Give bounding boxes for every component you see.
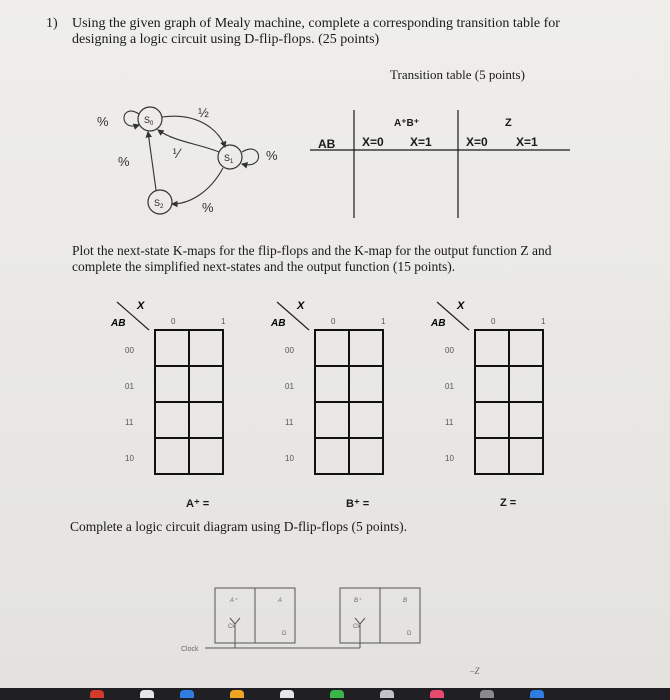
taskbar-app-icon[interactable] <box>530 690 544 698</box>
ff2-d-label: D <box>407 631 412 637</box>
s1-to-s2-edge <box>172 168 223 204</box>
s1-self-loop <box>242 149 259 165</box>
kmap-cell <box>155 438 189 474</box>
taskbar-app-icon[interactable] <box>380 690 394 698</box>
kmap-cell <box>509 402 543 438</box>
kmap-col-label: 1 <box>221 317 226 326</box>
taskbar <box>0 688 670 700</box>
kmap-row-label: 00 <box>445 346 454 355</box>
tt-col-x1-a: X=1 <box>410 135 432 149</box>
svg-text:S1: $S_1$ <box>224 153 234 165</box>
taskbar-app-icon[interactable] <box>280 690 294 698</box>
kmap-row-label: 01 <box>125 382 134 391</box>
kmap-cell <box>475 330 509 366</box>
kmap-col-label: 1 <box>541 317 546 326</box>
kmap-row-label: 01 <box>445 382 454 391</box>
kmap-row-label: 10 <box>445 454 454 463</box>
state-s0 <box>138 107 162 131</box>
mealy-state-graph <box>90 92 300 232</box>
kmap-cell <box>475 366 509 402</box>
kmap-cell <box>349 438 383 474</box>
s1-to-s2-label: % <box>202 200 214 215</box>
kmap-cell <box>189 402 223 438</box>
tt-output-header: Z <box>505 117 512 129</box>
s2-to-s0-edge <box>148 132 156 190</box>
transition-table <box>310 110 570 218</box>
kmap-cell <box>475 402 509 438</box>
kmap-var-x: X <box>457 300 465 312</box>
kmap-row-label: 10 <box>285 454 294 463</box>
question-number: 1) <box>46 16 58 31</box>
kmap-group <box>105 296 565 494</box>
kmap-col-label: 0 <box>491 317 496 326</box>
kmap-col-label: 0 <box>331 317 336 326</box>
taskbar-app-icon[interactable] <box>230 690 244 698</box>
kmap-cell <box>189 366 223 402</box>
kmap-cell <box>315 402 349 438</box>
kmap-cell <box>315 366 349 402</box>
kmap-b <box>270 300 386 474</box>
ff1-ck-label: Ck <box>228 624 236 630</box>
kmap-row-label: 11 <box>445 418 454 427</box>
kmap-var-x: X <box>137 300 145 312</box>
taskbar-app-icon[interactable] <box>430 690 444 698</box>
taskbar-app-icon[interactable] <box>140 690 154 698</box>
taskbar-app-icon[interactable] <box>180 690 194 698</box>
clock-label: Clock <box>181 646 199 653</box>
kmap-row-label: 11 <box>125 418 134 427</box>
kmap-z <box>430 300 546 474</box>
tt-col-x0-a: X=0 <box>362 135 384 149</box>
s0-to-s1-edge <box>162 116 225 147</box>
kmap-cell <box>475 438 509 474</box>
tt-col-x1-z: X=1 <box>516 135 538 149</box>
taskbar-app-icon[interactable] <box>330 690 344 698</box>
s0-self-loop <box>124 111 139 126</box>
kmap-cell <box>155 330 189 366</box>
kmap-cell <box>509 330 543 366</box>
kmap-row-label: 00 <box>125 346 134 355</box>
circuit-diagram <box>170 580 450 675</box>
kmap-row-label: 10 <box>125 454 134 463</box>
state-s2 <box>148 190 172 214</box>
kmap-row-label: 00 <box>285 346 294 355</box>
taskbar-app-icon[interactable] <box>480 690 494 698</box>
kmap-var-ab: AB <box>271 318 286 329</box>
ff2-q-plus-label: B⁺ <box>354 598 362 604</box>
tt-col-x0-z: X=0 <box>466 135 488 149</box>
kmap-instructions-line-1: Plot the next-state K-maps for the flip-flops and the K-map for the output function Z and <box>72 243 552 258</box>
s0-self-label: % <box>97 114 109 129</box>
ff1-d-label: D <box>282 631 287 637</box>
tt-next-state-header: A⁺B⁺ <box>394 118 419 129</box>
s1-to-s0-label: ⅟ <box>172 146 180 161</box>
transition-table-title: Transition table (5 points) <box>390 67 525 82</box>
kmap-instructions <box>72 243 552 275</box>
question-line-1: Using the given graph of Mealy machine, complete a corresponding transition table for <box>72 16 560 31</box>
kmap-row-label: 11 <box>285 418 294 427</box>
kmap-cell <box>189 330 223 366</box>
s0-to-s1-label: ½ <box>198 105 209 120</box>
equation-z: Z = <box>500 497 517 509</box>
kmap-var-ab: AB <box>431 318 446 329</box>
kmap-cell <box>189 438 223 474</box>
circuit-instructions: Complete a logic circuit diagram using D-flip-flops (5 points). <box>70 519 408 534</box>
kmap-col-label: 1 <box>381 317 386 326</box>
state-s1 <box>218 145 242 169</box>
kmap-a <box>110 300 226 474</box>
kmap-cell <box>315 438 349 474</box>
svg-text:S0: $S_0$ <box>144 115 154 127</box>
s1-self-label: % <box>266 148 278 163</box>
ff1-q-label: A <box>278 598 283 604</box>
kmap-instructions-line-2: complete the simplified next-states and the output function (15 points). <box>72 259 456 274</box>
kmap-var-x: X <box>297 300 305 312</box>
kmap-cell <box>349 402 383 438</box>
kmap-cell <box>315 330 349 366</box>
equation-b-next: B⁺ = <box>346 498 370 510</box>
taskbar-app-icon[interactable] <box>90 690 104 698</box>
kmap-cell <box>155 402 189 438</box>
s1-to-s0-edge <box>158 130 219 152</box>
kmap-cell <box>155 366 189 402</box>
s2-to-s0-label: % <box>118 154 130 169</box>
kmap-col-label: 0 <box>171 317 176 326</box>
kmap-row-label: 01 <box>285 382 294 391</box>
kmap-cell <box>509 366 543 402</box>
kmap-cell <box>349 366 383 402</box>
svg-text:S2: $S_2$ <box>154 198 164 210</box>
ff2-q-label: B <box>403 598 408 604</box>
output-z-marker: –Z <box>470 666 480 676</box>
question-text <box>72 16 560 48</box>
kmap-cell <box>509 438 543 474</box>
equation-a-next: A⁺ = <box>186 498 210 510</box>
kmap-var-ab: AB <box>111 318 126 329</box>
ff2-ck-label: Ck <box>353 624 361 630</box>
question-line-2: designing a logic circuit using D-flip-flops. (25 points) <box>72 32 380 47</box>
tt-row-header: AB <box>318 137 336 151</box>
kmap-cell <box>349 330 383 366</box>
ff1-q-plus-label: A⁺ <box>230 598 238 604</box>
